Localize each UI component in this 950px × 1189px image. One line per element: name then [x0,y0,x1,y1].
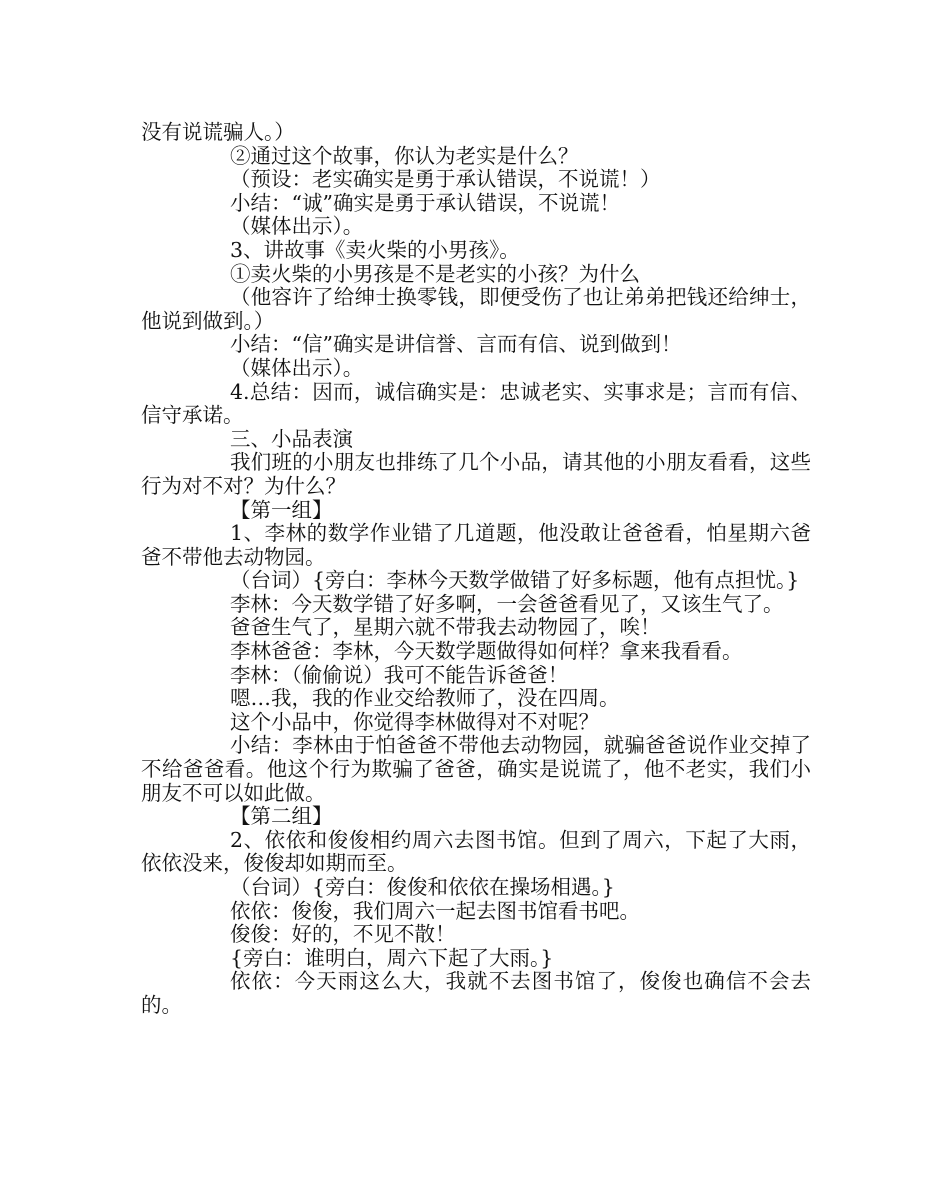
paragraph-26: 依依：俊俊，我们周六一起去图书馆看书吧。 [230,898,640,923]
paragraph-7: （他容许了给绅士换零钱，即便受伤了也让弟弟把钱还给绅士，他说到做到。） [141,285,811,333]
paragraph-6: ①卖火柴的小男孩是不是老实的小孩？为什么 [230,261,640,286]
paragraph-12: 我们班的小朋友也排练了几个小品，请其他的小朋友看看，这些行为对不对？为什么？ [141,450,811,498]
paragraph-28: {旁白：谁明白，周六下起了大雨。} [230,945,554,970]
paragraph-19: 李林：（偷偷说）我可不能告诉爸爸！ [230,662,569,687]
paragraph-9: （媒体出示）。 [230,355,364,380]
paragraph-25: （台词）{旁白：俊俊和依依在操场相遇。} [230,875,615,899]
paragraph-1: ②通过这个故事，你认为老实是什么？ [230,143,579,168]
group-heading-1: 【第一组】 [230,497,333,522]
section-heading: 三、小品表演 [230,426,353,451]
paragraph-18: 李林爸爸：李林，今天数学题做得如何样？拿来我看看。 [230,639,743,664]
paragraph-15: （台词）{旁白：李林今天数学做错了好多标题，他有点担忧。} [230,568,800,593]
paragraph-4: （媒体出示）。 [230,214,364,239]
paragraph-3: 小结：“诚”确实是勇于承认错误，不说谎！ [230,190,620,215]
paragraph-0: 没有说谎骗人。） [141,120,295,144]
paragraph-2: （预设：老实确实是勇于承认错误，不说谎！） [230,167,661,192]
group-heading-2: 【第二组】 [230,804,333,829]
paragraph-5: 3、讲故事《卖火柴的小男孩》。 [230,237,520,262]
document-page [141,121,811,1018]
paragraph-10: 4.总结：因而，诚信确实是：忠诚老实、实事求是；言而有信、信守承诺。 [141,379,811,428]
paragraph-27: 俊俊：好的，不见不散！ [230,922,456,947]
paragraph-16: 李林：今天数学错了好多啊，一会爸爸看见了，又该生气了。 [230,591,784,616]
paragraph-20: 嗯…我，我的作业交给教师了，没在四周。 [230,686,620,711]
paragraph-29: 依依：今天雨这么大，我就不去图书馆了，俊俊也确信不会去的。 [141,969,811,1017]
paragraph-8: 小结：“信”确实是讲信誉、言而有信、说到做到！ [230,332,682,357]
paragraph-14: 1、李林的数学作业错了几道题，他没敢让爸爸看，怕星期六爸爸不带他去动物园。 [141,521,811,569]
paragraph-22: 小结：李林由于怕爸爸不带他去动物园，就骗爸爸说作业交掉了不给爸爸看。他这个行为欺骗了爸爸，确实是说谎了，他不老实，我们小朋友不可以如此做。 [141,733,811,805]
paragraph-17: 爸爸生气了，星期六就不带我去动物园了，唉！ [230,615,661,640]
paragraph-21: 这个小品中，你觉得李林做得对不对呢？ [230,709,599,734]
paragraph-24: 2、依依和俊俊相约周六去图书馆。但到了周六，下起了大雨，依依没来，俊俊却如期而至。 [141,827,811,876]
